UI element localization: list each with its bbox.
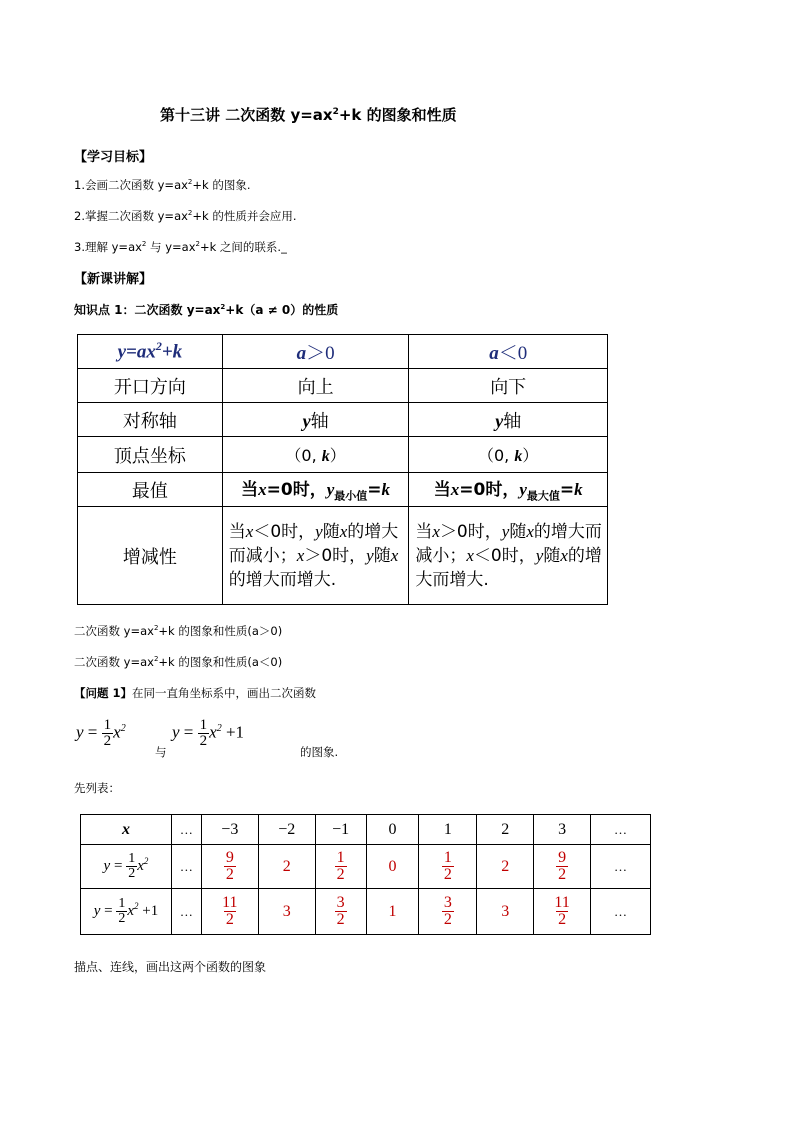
- table-row: [78, 369, 608, 403]
- cell: y轴: [409, 403, 608, 437]
- connector-text: 与: [155, 745, 167, 759]
- row1-value-cell: …: [171, 845, 201, 889]
- row2-value-cell: $\frac{3}{2}$: [419, 889, 477, 935]
- problem-1: 【问题 1】在同一直角坐标系中，画出二次函数: [74, 686, 317, 700]
- row1-label: y = $\frac{1}{2}$ $x^2$: [81, 845, 172, 889]
- note-a-negative: 二次函数 $y=ax^2+k$ 的图象和性质(a＜0): [74, 655, 283, 669]
- row2-value-cell: 3: [258, 889, 315, 935]
- x-value-cell: 2: [477, 815, 534, 845]
- note-a-positive: 二次函数 $y=ax^2+k$ 的图象和性质(a＞0): [74, 624, 283, 638]
- equation-2: y = $\frac{1}{2}$ $x^2 +1$: [172, 717, 245, 749]
- table-row: [78, 437, 608, 473]
- row-label: 最值: [78, 473, 223, 507]
- x-value-cell: 0: [366, 815, 419, 845]
- cell: 当x=0时，$y_{最大值}=k$: [409, 473, 608, 507]
- goal-item-2: 2.掌握二次函数 $y=ax^2+k$ 的性质并会应用.: [74, 209, 297, 223]
- row-label: 增减性: [78, 507, 223, 605]
- row2-value-cell: …: [591, 889, 651, 935]
- row1-value-cell: …: [591, 845, 651, 889]
- cell: 当x＜0时，y随x的增大而减小；x＞0时，y随x的增大而增大.: [222, 507, 409, 605]
- table-row: [81, 889, 651, 935]
- values-table: [80, 814, 651, 935]
- page-title: 第十三讲 二次函数 $y=ax^2+k$ 的图象和性质: [160, 106, 457, 124]
- new-lesson-heading: 【新课讲解】: [74, 272, 153, 287]
- header-function: $y=ax^2+k$: [78, 335, 223, 369]
- table-row: [81, 815, 651, 845]
- cell: 当x＞0时，y随x的增大而减小；x＜0时，y随x的增大而增大.: [409, 507, 608, 605]
- row-label: 开口方向: [78, 369, 223, 403]
- row1-value-cell: 2: [477, 845, 534, 889]
- cell: y轴: [222, 403, 409, 437]
- x-label: x: [81, 815, 172, 845]
- closing-text: 描点、连线，画出这两个函数的图象: [74, 960, 267, 974]
- row1-value-cell: $\frac{9}{2}$: [534, 845, 591, 889]
- row2-value-cell: $\frac{11}{2}$: [534, 889, 591, 935]
- cell: 向下: [409, 369, 608, 403]
- equation-1: y = $\frac{1}{2}$ $x^2$: [76, 717, 126, 749]
- table-row: [78, 335, 608, 369]
- row2-value-cell: 1: [366, 889, 419, 935]
- table-row: [78, 473, 608, 507]
- row-label: 顶点坐标: [78, 437, 223, 473]
- cell: 当x=0时，$y_{最小值}=k$: [222, 473, 409, 507]
- header-a-negative: a＜0: [409, 335, 608, 369]
- cell: （0, k）: [222, 437, 409, 473]
- row2-value-cell: …: [171, 889, 201, 935]
- x-value-cell: …: [171, 815, 201, 845]
- row1-value-cell: $\frac{1}{2}$: [315, 845, 366, 889]
- table-row: [78, 507, 608, 605]
- row2-label: y = $\frac{1}{2}$ $x^2 +1$: [81, 889, 172, 935]
- x-value-cell: −2: [258, 815, 315, 845]
- cell: 向上: [222, 369, 409, 403]
- row2-value-cell: $\frac{11}{2}$: [201, 889, 258, 935]
- list-intro: 先列表：: [74, 781, 120, 795]
- row1-value-cell: 0: [366, 845, 419, 889]
- x-value-cell: −1: [315, 815, 366, 845]
- x-value-cell: …: [591, 815, 651, 845]
- table-row: [78, 403, 608, 437]
- row2-value-cell: 3: [477, 889, 534, 935]
- row1-value-cell: $\frac{9}{2}$: [201, 845, 258, 889]
- properties-table: [77, 334, 608, 605]
- problem-1-tail: 的图象.: [300, 745, 339, 759]
- goal-item-3: 3.理解 $y=ax^2$ 与 $y=ax^2+k$ 之间的联系._: [74, 240, 287, 254]
- x-value-cell: −3: [201, 815, 258, 845]
- x-value-cell: 3: [534, 815, 591, 845]
- cell: （0, k）: [409, 437, 608, 473]
- row1-value-cell: $\frac{1}{2}$: [419, 845, 477, 889]
- knowledge-point-1: 知识点 1：二次函数 $y=ax^2+k(a \ne 0)$的性质: [74, 303, 339, 317]
- row2-value-cell: $\frac{3}{2}$: [315, 889, 366, 935]
- row1-value-cell: 2: [258, 845, 315, 889]
- x-value-cell: 1: [419, 815, 477, 845]
- header-a-positive: a＞0: [222, 335, 409, 369]
- table-row: [81, 845, 651, 889]
- learning-goals-heading: 【学习目标】: [74, 150, 153, 165]
- goal-item-1: 1.会画二次函数 $y=ax^2+k$ 的图象.: [74, 178, 251, 192]
- row-label: 对称轴: [78, 403, 223, 437]
